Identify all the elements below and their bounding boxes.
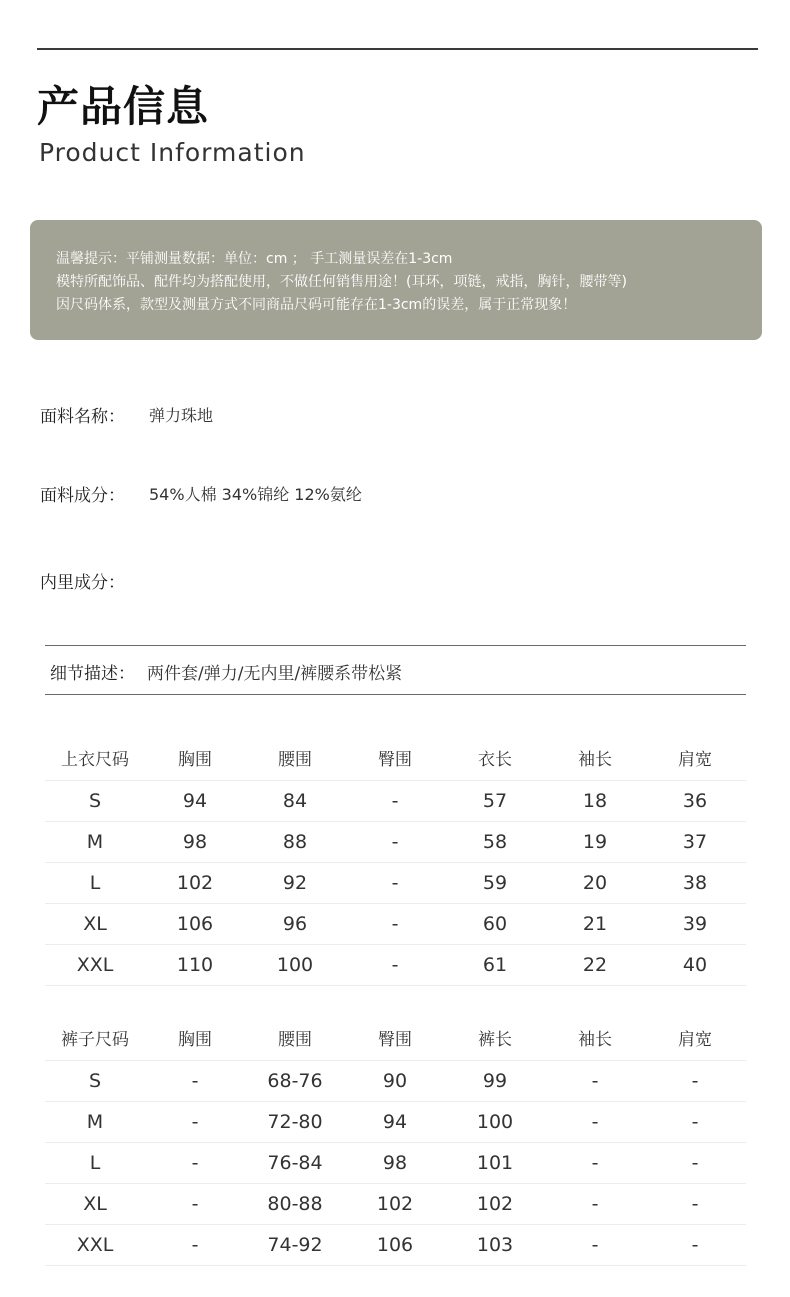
page-subtitle: Product Information	[39, 138, 306, 167]
table-cell: 102	[476, 1193, 514, 1215]
header-cell: 裤长	[478, 1030, 512, 1050]
table-cell: 96	[282, 913, 308, 935]
header-cell: 胸围	[178, 750, 212, 770]
table-cell: -	[391, 913, 399, 935]
header-cell: 腰围	[278, 1030, 312, 1050]
table-cell: 94	[382, 1111, 408, 1133]
table-cell: 106	[176, 913, 214, 935]
header-cell: 肩宽	[678, 750, 712, 770]
table-cell: 20	[582, 872, 608, 894]
table-cell: 106	[376, 1234, 414, 1256]
notice-line-1: 温馨提示：平铺测量数据：单位：cm ； 手工测量误差在1-3cm	[56, 251, 453, 267]
detail-divider-top	[45, 645, 746, 646]
table-row	[45, 904, 746, 945]
table-cell: -	[591, 1234, 599, 1256]
table-row	[45, 1102, 746, 1143]
table-cell: 58	[482, 831, 508, 853]
table-cell: 100	[476, 1111, 514, 1133]
pants-size-table	[45, 1020, 746, 1266]
table-cell: 102	[176, 872, 214, 894]
table-cell: 94	[182, 790, 208, 812]
table-cell: -	[591, 1193, 599, 1215]
detail-value: 两件套/弹力/无内里/裤腰系带松紧	[147, 664, 403, 684]
table-cell: -	[391, 954, 399, 976]
table-cell: -	[191, 1070, 199, 1092]
table-cell: -	[591, 1111, 599, 1133]
table-cell: L	[89, 872, 101, 894]
detail-label: 细节描述：	[50, 664, 135, 684]
table-row	[45, 863, 746, 904]
table-row	[45, 1143, 746, 1184]
table-cell: 19	[582, 831, 608, 853]
page-title: 产品信息	[37, 82, 210, 131]
table-cell: M	[86, 1111, 104, 1133]
table-cell: 18	[582, 790, 608, 812]
notice-box	[30, 220, 762, 340]
header-cell: 肩宽	[678, 1030, 712, 1050]
table-cell: -	[691, 1111, 699, 1133]
notice-line-2: 模特所配饰品、配件均为搭配使用，不做任何销售用途！(耳环，项链，戒指，胸针，腰带等)	[56, 274, 627, 290]
table-cell: -	[691, 1193, 699, 1215]
table-cell: 21	[582, 913, 608, 935]
table-cell: 72-80	[267, 1111, 323, 1133]
lining-composition-field	[40, 568, 125, 593]
table-row	[45, 1225, 746, 1266]
header-cell: 袖长	[578, 1030, 612, 1050]
table-cell: 101	[476, 1152, 514, 1174]
notice-line-3: 因尺码体系，款型及测量方式不同商品尺码可能存在1-3cm的误差，属于正常现象！	[56, 297, 577, 313]
header-cell: 臀围	[378, 750, 412, 770]
detail-divider-bottom	[45, 694, 746, 695]
table-cell: 92	[282, 872, 308, 894]
table-cell: L	[89, 1152, 101, 1174]
header-cell: 上衣尺码	[61, 750, 129, 770]
table-cell: -	[191, 1111, 199, 1133]
table-cell: XL	[83, 1193, 107, 1215]
fabric-name-value: 弹力珠地	[149, 406, 214, 425]
header-cell: 臀围	[378, 1030, 412, 1050]
table-cell: -	[691, 1152, 699, 1174]
detail-row	[50, 659, 402, 684]
fabric-name-field	[40, 402, 214, 427]
table-header-row	[45, 740, 746, 781]
table-cell: -	[691, 1234, 699, 1256]
table-cell: 40	[682, 954, 708, 976]
table-row	[45, 945, 746, 986]
table-cell: 22	[582, 954, 608, 976]
table-cell: 68-76	[267, 1070, 323, 1092]
table-cell: 38	[682, 872, 708, 894]
table-cell: 103	[476, 1234, 514, 1256]
fabric-composition-value: 54%人棉 34%锦纶 12%氨纶	[149, 485, 362, 504]
fabric-name-label: 面料名称：	[40, 407, 125, 427]
header-cell: 裤子尺码	[61, 1030, 129, 1050]
table-row	[45, 1061, 746, 1102]
table-cell: 76-84	[267, 1152, 323, 1174]
table-row	[45, 1184, 746, 1225]
table-cell: -	[391, 872, 399, 894]
table-row	[45, 822, 746, 863]
table-cell: 90	[382, 1070, 408, 1092]
table-cell: 80-88	[267, 1193, 323, 1215]
table-cell: -	[691, 1070, 699, 1092]
table-cell: 110	[176, 954, 214, 976]
fabric-composition-label: 面料成分：	[40, 486, 125, 506]
table-cell: -	[391, 831, 399, 853]
table-row	[45, 781, 746, 822]
table-cell: 88	[282, 831, 308, 853]
table-cell: XXL	[76, 954, 114, 976]
table-cell: XXL	[76, 1234, 114, 1256]
table-cell: 98	[182, 831, 208, 853]
table-cell: M	[86, 831, 104, 853]
table-cell: 100	[276, 954, 314, 976]
table-cell: -	[191, 1193, 199, 1215]
table-cell: 39	[682, 913, 708, 935]
table-cell: 61	[482, 954, 508, 976]
table-cell: 37	[682, 831, 708, 853]
table-cell: 99	[482, 1070, 508, 1092]
table-cell: -	[391, 790, 399, 812]
table-cell: -	[591, 1152, 599, 1174]
table-cell: 57	[482, 790, 508, 812]
top-divider	[37, 48, 758, 50]
table-cell: 36	[682, 790, 708, 812]
table-cell: -	[591, 1070, 599, 1092]
lining-composition-label: 内里成分：	[40, 573, 125, 593]
header-cell: 袖长	[578, 750, 612, 770]
header-cell: 衣长	[478, 750, 512, 770]
fabric-composition-field	[40, 481, 362, 506]
table-cell: 84	[282, 790, 308, 812]
table-cell: 102	[376, 1193, 414, 1215]
table-cell: 74-92	[267, 1234, 323, 1256]
table-header-row	[45, 1020, 746, 1061]
header-cell: 腰围	[278, 750, 312, 770]
table-cell: S	[88, 1070, 102, 1092]
table-cell: -	[191, 1234, 199, 1256]
table-cell: 60	[482, 913, 508, 935]
table-cell: S	[88, 790, 102, 812]
header-cell: 胸围	[178, 1030, 212, 1050]
table-cell: -	[191, 1152, 199, 1174]
tops-size-table	[45, 740, 746, 986]
table-cell: XL	[83, 913, 107, 935]
table-cell: 59	[482, 872, 508, 894]
table-cell: 98	[382, 1152, 408, 1174]
